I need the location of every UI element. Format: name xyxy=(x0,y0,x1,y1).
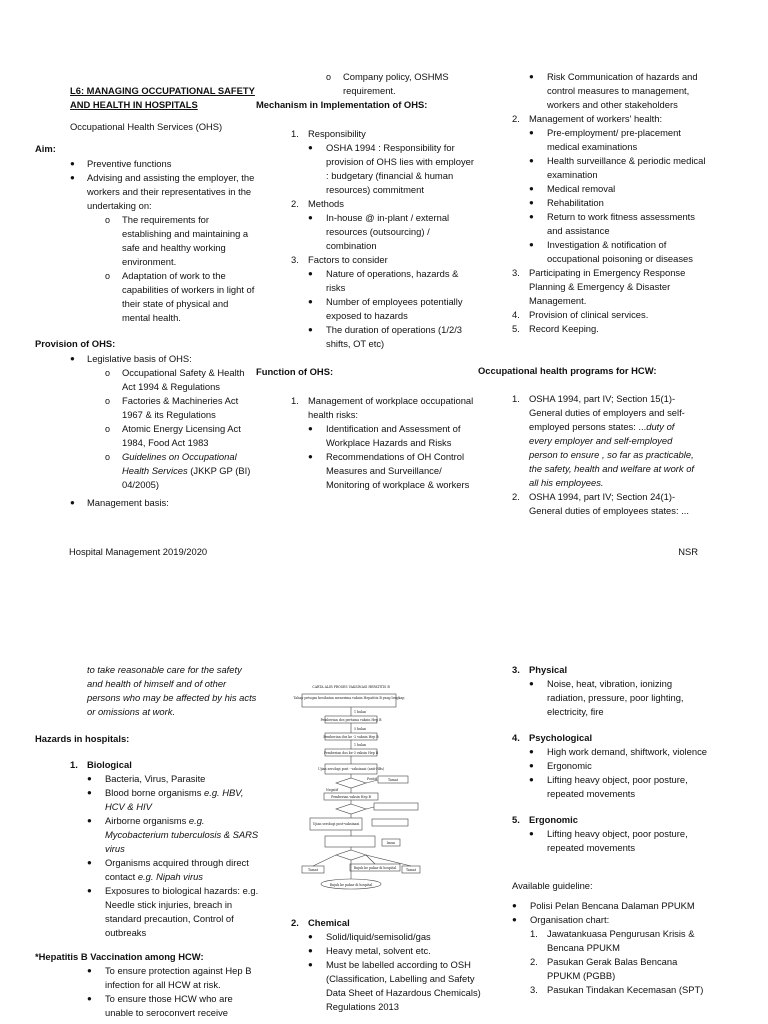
health-bullet: ● Health surveillance & periodic medical examination xyxy=(529,155,706,180)
hepb-bullet: ● To ensure those HCW who are unable to seroconvert receive xyxy=(87,993,233,1018)
aim-bullet: ● Advising and assisting the employer, the workers and their representatives in the undertaking on: xyxy=(70,172,255,211)
flowchart-box: Pemberian dos ke -2 vaksin Hep B xyxy=(323,735,379,739)
health-bullet: ● Return to work fitness assessments and assistance xyxy=(529,211,695,236)
flowchart-box: Rujuk ke pakar di hospital xyxy=(329,883,373,887)
hcw-programs xyxy=(512,392,698,518)
flowchart-label: Negatif xyxy=(325,788,339,792)
flowchart-label: Positif xyxy=(366,777,378,781)
p1-column-1 xyxy=(35,84,255,510)
health-item: 2. Management of workers' health: xyxy=(512,113,663,124)
biological-bullet: ● Bacteria, Virus, Parasite xyxy=(87,773,206,784)
chemical-bullet: ● Solid/liquid/semisolid/gas xyxy=(308,931,431,942)
hazards-heading: Hazards in hospitals: xyxy=(35,733,130,744)
flowchart-box: Pemberian vaksin Hep B xyxy=(331,795,371,799)
function-heading: Function of OHS: xyxy=(256,366,334,377)
biological-bullet: ● Organisms acquired through direct contact e.g. Nipah virus xyxy=(87,857,249,882)
hcw-item: 2. OSHA 1994, part IV; Section 24(1)- General duties of employees states: ... xyxy=(512,491,689,516)
health-bullet: ● Investigation & notification of occupational poisoning or diseases xyxy=(529,239,693,264)
legislation-item: o Guidelines on Occupational Health Services (JKKP GP (BI) 04/2005) xyxy=(105,451,251,490)
aim-heading: Aim: xyxy=(35,143,56,154)
hepb-bullet: ● To ensure protection against Hep B infection for all HCW at risk. xyxy=(87,965,252,990)
mechanism-item: 1. Responsibility xyxy=(291,128,366,139)
flowchart-box: Rujuk ke pakar di hospital xyxy=(353,866,397,870)
ohs-item: 3. Participating in Emergency Response Planning & Emergency & Disaster Management. xyxy=(512,267,686,306)
hepb-heading: *Hepatitis B Vaccination among HCW: xyxy=(35,951,204,962)
p2-column-2 xyxy=(291,916,481,1014)
function-item: 1. Management of workplace occupational health risks: xyxy=(291,395,474,420)
aim-sub-item: o Adaptation of work to the capabilities of workers in light of their state of physical and mental health. xyxy=(105,270,255,323)
biological-heading: 1. Biological xyxy=(70,759,132,770)
flowchart-box: Pemberian dos pertama vaksin Hep B xyxy=(320,718,382,722)
flowchart-label: Tamat xyxy=(406,868,416,872)
legislation-item: o Atomic Energy Licensing Act 1984, Food Act 1983 xyxy=(105,423,241,448)
guideline-bullet: ● Polisi Pelan Bencana Dalaman PPUKM xyxy=(512,900,695,911)
footer-right: NSR xyxy=(678,546,698,557)
mechanism-bullet: ● Nature of operations, hazards & risks xyxy=(308,268,459,293)
mechanism-bullet: ● The duration of operations (1/2/3 shifts, OT etc) xyxy=(308,324,463,349)
flowchart-label: Tamat xyxy=(388,778,398,782)
p1-column-2 xyxy=(256,70,478,492)
doc-subtitle: Occupational Health Services (OHS) xyxy=(70,121,223,132)
doc-title: L6: MANAGING OCCUPATIONAL SAFETY AND HEALTH IN HOSPITALS xyxy=(70,85,255,110)
mechanism-bullet: ● Number of employees potentially exposed to hazards xyxy=(308,296,463,321)
mechanism-item: 3. Factors to consider xyxy=(291,254,388,265)
ergonomic-heading: 5. Ergonomic xyxy=(512,814,578,825)
legislation-item: o Factories & Machineries Act 1967 & its Regulations xyxy=(105,395,239,420)
health-bullet: ● Rehabilitation xyxy=(529,197,604,208)
biological-bullet: ● Blood borne organisms e.g. HBV, HCV & HIV xyxy=(87,787,244,812)
chemical-heading: 2. Chemical xyxy=(291,917,350,928)
legislation-item: o Occupational Safety & Health Act 1994 & Regulations xyxy=(105,367,245,392)
p2-column-1 xyxy=(35,663,260,1020)
chemical-bullet: ● Heavy metal, solvent etc. xyxy=(308,945,431,956)
physical-heading: 3. Physical xyxy=(512,664,568,675)
hcw-heading: Occupational health programs for HCW: xyxy=(478,365,657,376)
flowchart-label: Imun xyxy=(386,841,396,845)
risk-bullet: ● Risk Communication of hazards and control measures to management, workers and other stakeholders xyxy=(529,71,698,110)
flowchart-box: Tahap petugas kesihatan menerima vaksin Hepatitis B yang lengkap xyxy=(293,696,405,700)
guideline-bullet: ● Organisation chart: xyxy=(512,914,610,925)
flowchart-label: 1 bulan xyxy=(353,743,367,747)
mechanism-bullet: ● In-house @ in-plant / external resources (outsourcing) / combination xyxy=(308,212,450,251)
function-bullet: ● Recommendations of OH Control Measures and Surveillance/ Monitoring of workplace & workers xyxy=(308,451,470,490)
org-chart-item: 2. Pasukan Gerak Balas Bencana PPUKM (PGBB) xyxy=(530,956,678,981)
provision-bullet: ● Management basis: xyxy=(70,497,169,508)
mechanism-heading: Mechanism in Implementation of OHS: xyxy=(256,99,428,110)
chemical-bullet: ● Must be labelled according to OSH (Classification, Labelling and Safety Data Sheet of Hazardous Chemicals) Regulations 2013 xyxy=(308,959,481,1012)
ergonomic-bullet: ● Lifting heavy object, poor posture, repeated movements xyxy=(529,828,688,853)
psychological-bullet: ● Ergonomic xyxy=(529,760,592,771)
hepb-flowchart xyxy=(292,676,422,894)
psychological-heading: 4. Psychological xyxy=(512,732,593,743)
flowchart-title: CARTA ALIR PROSES VAKSINASI HEPATITIS B xyxy=(312,685,390,689)
provision-heading: Provision of OHS: xyxy=(35,338,116,349)
ohs-item: 5. Record Keeping. xyxy=(512,323,599,334)
physical-bullet: ● Noise, heat, vibration, ionizing radiation, pressure, poor lighting, electricity, fire xyxy=(529,678,684,717)
flowchart-box: Ujian serologi post - vaksinasi (anti-HBs) xyxy=(317,767,385,771)
p2-column-3 xyxy=(512,663,712,997)
mechanism-bullet: ● OSHA 1994 : Responsibility for provision of OHS lies with employer : budgetary (financial & human resources) commitment xyxy=(308,142,474,195)
continued-text: to take reasonable care for the safety and health of himself and of other persons who may be affected by his acts or omissions at work. xyxy=(87,664,257,717)
org-chart-item: 3. Pasukan Tindakan Kecemasan (SPT) xyxy=(530,984,704,995)
biological-bullet: ● Airborne organisms e.g. Mycobacterium tuberculosis & SARS virus xyxy=(87,815,259,854)
org-chart-item: 1. Jawatankuasa Pengurusan Krisis & Bencana PPUKM xyxy=(530,928,695,953)
flowchart-label: Tamat xyxy=(308,868,318,872)
mechanism-item: 2. Methods xyxy=(291,198,344,209)
p1-column-3 xyxy=(512,70,707,336)
provision-bullet: ● Legislative basis of OHS: xyxy=(70,353,192,364)
guideline-label: Available guideline: xyxy=(512,880,593,891)
flowchart-diagram xyxy=(292,676,422,894)
policy-sub-item: o Company policy, OSHMS requirement. xyxy=(326,71,449,96)
psychological-bullet: ● High work demand, shiftwork, violence xyxy=(529,746,707,757)
health-bullet: ● Medical removal xyxy=(529,183,616,194)
flowchart-box: Ujian serologi post-vaksinasi xyxy=(312,822,360,826)
flowchart-label: 1 bulan xyxy=(353,710,367,714)
ohs-item: 4. Provision of clinical services. xyxy=(512,309,649,320)
aim-bullet: ● Preventive functions xyxy=(70,158,172,169)
health-bullet: ● Pre-employment/ pre-placement medical examinations xyxy=(529,127,681,152)
aim-sub-item: o The requirements for establishing and maintaining a safe and healthy working environment. xyxy=(105,214,249,267)
biological-bullet: ● Exposures to biological hazards: e.g. Needle stick injuries, breach in standard precaution, Control of outbreaks xyxy=(87,885,259,938)
flowchart-box: Pemberian dos ke-3 vaksin Hep B xyxy=(323,751,379,755)
footer-left: Hospital Management 2019/2020 xyxy=(69,546,208,557)
psychological-bullet: ● Lifting heavy object, poor posture, repeated movements xyxy=(529,774,688,799)
flowchart-label: 5 bulan xyxy=(353,727,367,731)
hcw-item: 1. OSHA 1994, part IV; Section 15(1)- General duties of employers and self-employed persons states: ...duty of every employer and self-employed person to ensure , so far as practicable, the safety, health and welfare at work of all his employees. xyxy=(512,393,695,488)
function-bullet: ● Identification and Assessment of Workplace Hazards and Risks xyxy=(308,423,461,448)
